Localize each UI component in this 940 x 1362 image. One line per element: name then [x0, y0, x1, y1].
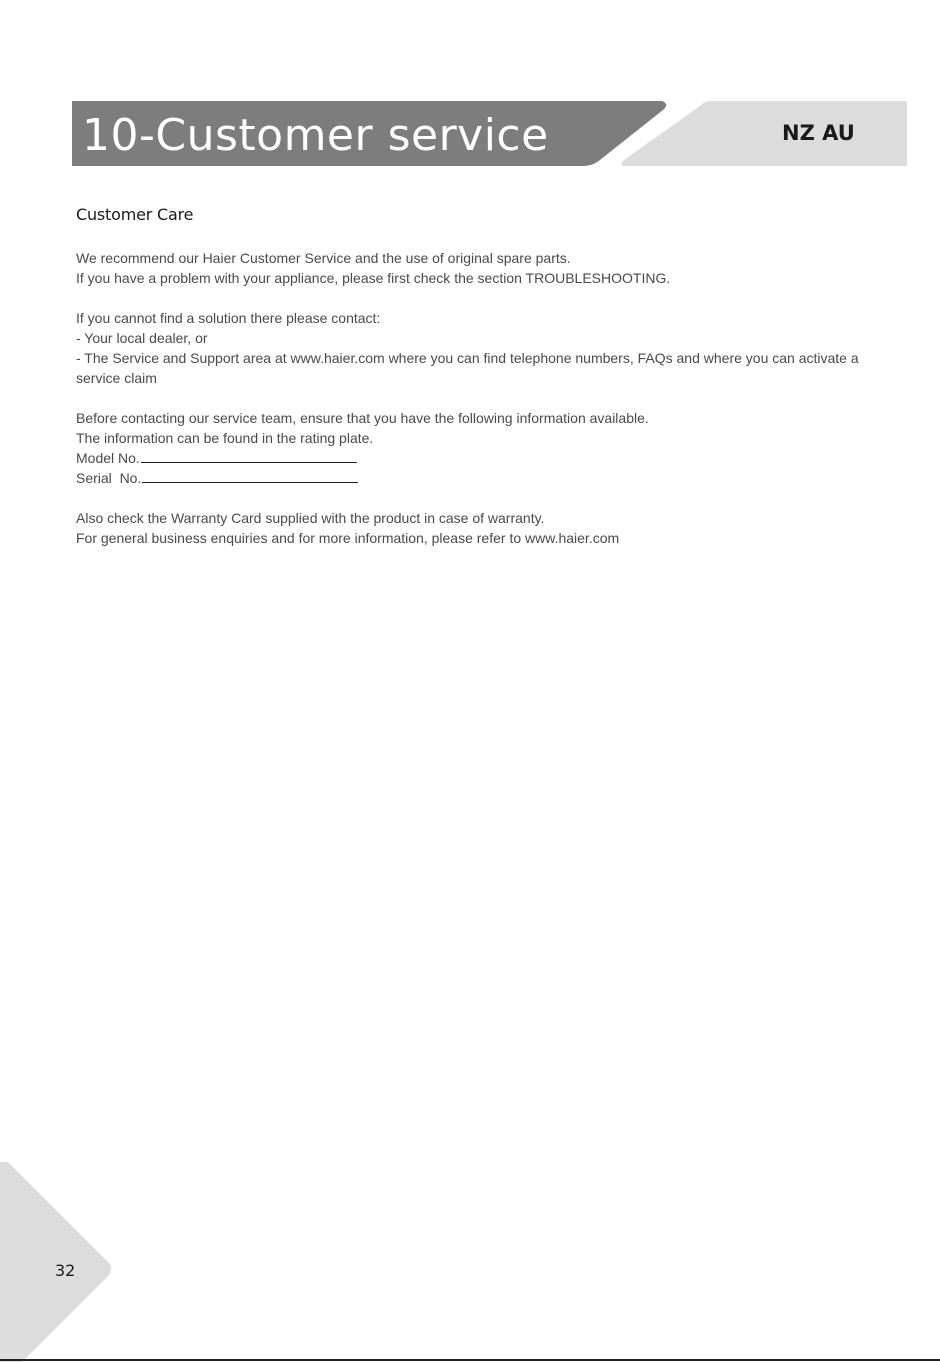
page-title: 10-Customer service [82, 110, 549, 161]
text-line: Before contacting our service team, ensure that you have the following information available. [76, 410, 649, 426]
header-band [0, 0, 940, 200]
page-number: 32 [55, 1261, 76, 1280]
section-heading: Customer Care [76, 205, 194, 224]
serial-number-field [76, 468, 876, 488]
model-number-label: Model No. [76, 450, 140, 466]
model-number-field [76, 448, 876, 468]
paragraph [76, 248, 876, 288]
text-line: Also check the Warranty Card supplied with the product in case of warranty. [76, 510, 545, 526]
text-line: For general business enquiries and for more information, please refer to www.haier.com [76, 530, 620, 546]
region-band [621, 101, 907, 166]
serial-number-blank [142, 468, 358, 483]
text-line: If you have a problem with your appliance, please first check the section TROUBLESHOOTING. [76, 270, 671, 286]
model-number-blank [141, 448, 357, 463]
text-line: If you cannot find a solution there please contact: [76, 310, 381, 326]
paragraph [76, 308, 876, 388]
text-line: The information can be found in the rating plate. [76, 430, 374, 446]
text-line: - The Service and Support area at www.haier.com where you can find telephone numbers, FAQs and where you can activate a service claim [76, 350, 859, 386]
text-line: - Your local dealer, or [76, 330, 208, 346]
region-label: NZ AU [782, 121, 855, 145]
text-line: We recommend our Haier Customer Service and the use of original spare parts. [76, 250, 571, 266]
paragraph [76, 408, 876, 488]
paragraph [76, 508, 876, 548]
bottom-rule [0, 1359, 940, 1361]
content [76, 203, 876, 568]
serial-number-label: Serial No. [76, 470, 142, 486]
